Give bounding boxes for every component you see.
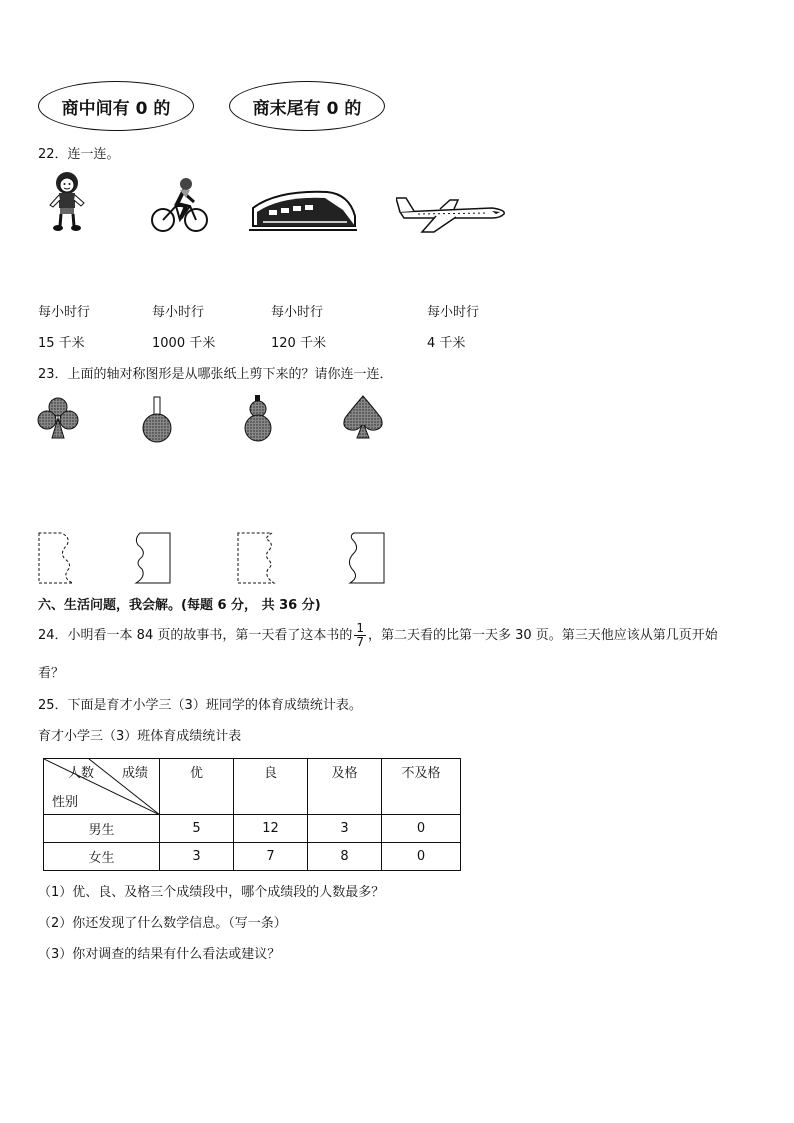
table-cell: 0 <box>382 815 461 843</box>
question-25-title: 25．下面是育才小学三（3）班同学的体育成绩统计表。 <box>38 698 362 713</box>
fraction <box>354 622 366 649</box>
table-cell: 7 <box>234 843 308 871</box>
train-icon <box>247 186 359 234</box>
sub-question-2: （2）你还发现了什么数学信息。（写一条） <box>38 916 287 931</box>
speed-label: 每小时行 <box>271 305 324 320</box>
table-cell: 12 <box>234 815 308 843</box>
speed-value: 1000 千米 <box>152 336 216 351</box>
child-icon <box>46 170 88 232</box>
fraction-denominator: 7 <box>356 635 364 649</box>
header-people: 人数 <box>68 766 95 781</box>
row-label: 女生 <box>44 843 160 871</box>
table-row <box>44 843 461 871</box>
table-cell: 3 <box>160 843 234 871</box>
airplane-icon <box>396 194 508 234</box>
speed-value: 4 千米 <box>427 336 466 351</box>
club-icon <box>36 396 80 442</box>
row-label: 男生 <box>44 815 160 843</box>
header-grade: 成绩 <box>122 766 149 781</box>
paper-outline-4 <box>344 531 388 585</box>
gourd-icon <box>241 394 275 444</box>
table-cell: 8 <box>308 843 382 871</box>
oval-text: 商末尾有 0 的 <box>252 98 362 119</box>
racket-icon <box>140 396 174 444</box>
speed-label: 每小时行 <box>38 305 91 320</box>
oval-label-middle-zero <box>38 81 194 131</box>
question-23-title: 23．上面的轴对称图形是从哪张纸上剪下来的？请你连一连． <box>38 367 393 382</box>
sub-question-1: （1）优、良、及格三个成绩段中，哪个成绩段的人数最多？ <box>38 885 385 900</box>
paper-outline-3 <box>236 531 278 585</box>
fraction-numerator: 1 <box>356 621 364 635</box>
cyclist-icon <box>150 176 210 234</box>
table-cell: 3 <box>308 815 382 843</box>
header-gender: 性别 <box>52 795 79 810</box>
table-corner-header <box>44 759 160 815</box>
sub-question-3: （3）你对调查的结果有什么看法或建议？ <box>38 947 281 962</box>
speed-label: 每小时行 <box>152 305 205 320</box>
oval-label-end-zero <box>229 81 385 131</box>
column-header: 优 <box>160 759 234 815</box>
column-header: 良 <box>234 759 308 815</box>
question-24-text-before: 24．小明看一本 84 页的故事书，第一天看了这本书的 <box>38 628 353 643</box>
paper-outline-1 <box>37 531 77 585</box>
spade-icon <box>341 394 385 442</box>
question-24 <box>38 621 718 651</box>
question-24-text-after: ，第二天看的比第一天多 30 页。第三天他应该从第几页开始 <box>368 628 718 643</box>
paper-outline-2 <box>130 531 174 585</box>
question-22-title: 22．连一连。 <box>38 147 120 162</box>
oval-text: 商中间有 0 的 <box>61 98 171 119</box>
stats-table <box>43 758 461 871</box>
speed-value: 120 千米 <box>271 336 326 351</box>
column-header: 不及格 <box>382 759 461 815</box>
speed-label: 每小时行 <box>427 305 480 320</box>
table-title: 育才小学三（3）班体育成绩统计表 <box>38 729 242 744</box>
column-header: 及格 <box>308 759 382 815</box>
table-cell: 0 <box>382 843 461 871</box>
speed-value: 15 千米 <box>38 336 85 351</box>
table-row <box>44 815 461 843</box>
question-24-line-2: 看？ <box>38 666 65 681</box>
table-cell: 5 <box>160 815 234 843</box>
section-6-title: 六、生活问题，我会解。(每题 6 分， 共 36 分) <box>38 598 321 613</box>
